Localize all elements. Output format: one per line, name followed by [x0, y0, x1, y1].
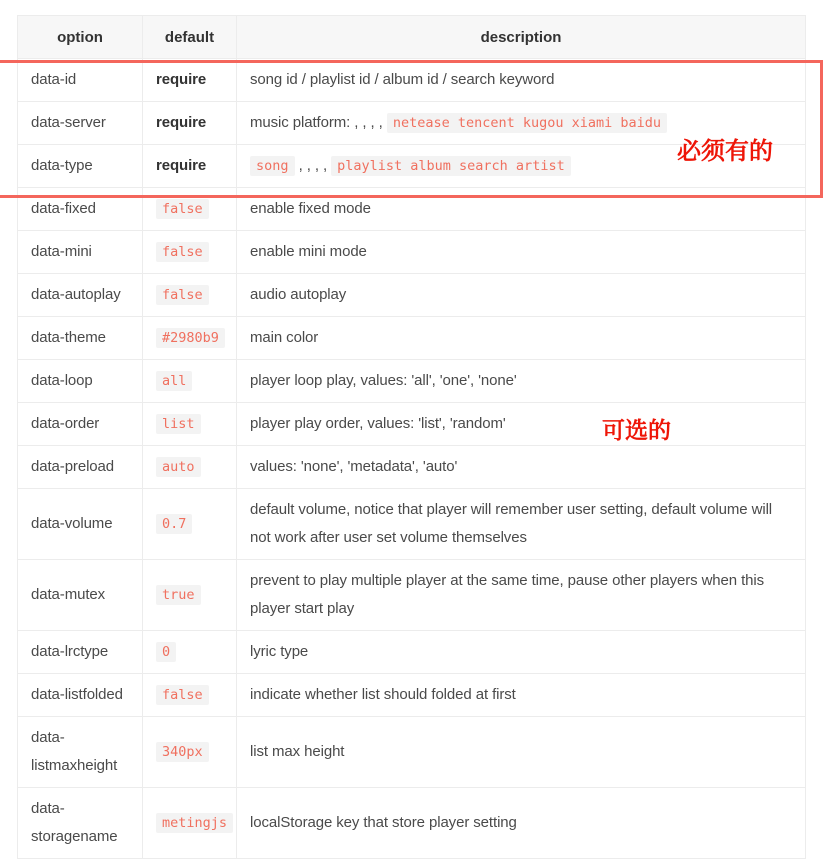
default-cell	[143, 360, 237, 403]
description-cell	[237, 674, 806, 717]
description-cell	[237, 489, 806, 560]
description-code-chip: netease tencent kugou xiami baidu	[387, 113, 667, 133]
table-row	[18, 674, 806, 717]
option-cell: data-order	[18, 403, 143, 446]
default-value-code-chip: false	[156, 242, 209, 262]
description-cell	[237, 59, 806, 102]
description-text: list max height	[250, 743, 345, 760]
table-row	[18, 403, 806, 446]
optional-annotation-label: 可选的	[602, 418, 671, 444]
description-text: lyric type	[250, 643, 309, 660]
description-text: values: 'none', 'metadata', 'auto'	[250, 458, 458, 475]
option-cell: data-type	[18, 145, 143, 188]
default-cell	[143, 231, 237, 274]
default-value-code-chip: auto	[156, 457, 201, 477]
table-row	[18, 446, 806, 489]
option-cell: data-server	[18, 102, 143, 145]
default-cell	[143, 59, 237, 102]
description-cell	[237, 188, 806, 231]
description-text: song id / playlist id / album id / search keyword	[250, 71, 555, 88]
default-cell	[143, 102, 237, 145]
default-cell	[143, 188, 237, 231]
description-text: prevent to play multiple player at the same time, pause other players when this player start play	[250, 572, 765, 617]
default-value-code-chip: false	[156, 685, 209, 705]
table-row	[18, 489, 806, 560]
option-cell: data-fixed	[18, 188, 143, 231]
description-text: enable fixed mode	[250, 200, 371, 217]
table-row	[18, 274, 806, 317]
option-cell: data-id	[18, 59, 143, 102]
option-cell: data-theme	[18, 317, 143, 360]
table-row	[18, 231, 806, 274]
table-header	[18, 16, 806, 59]
option-cell: data-preload	[18, 446, 143, 489]
table-row	[18, 317, 806, 360]
description-text: player play order, values: 'list', 'random'	[250, 415, 506, 432]
default-value-code-chip: false	[156, 285, 209, 305]
description-text: default volume, notice that player will remember user setting, default volume will not work after user set volume themselves	[250, 501, 773, 546]
option-cell: data-storagename	[18, 788, 143, 859]
description-cell	[237, 717, 806, 788]
default-value-code-chip: 0	[156, 642, 176, 662]
description-text: music platform: , , , ,	[250, 114, 387, 131]
required-annotation-label: 必须有的	[677, 137, 773, 165]
description-cell	[237, 317, 806, 360]
default-cell	[143, 489, 237, 560]
description-cell	[237, 631, 806, 674]
option-cell: data-mini	[18, 231, 143, 274]
default-cell	[143, 560, 237, 631]
default-value-code-chip: metingjs	[156, 813, 233, 833]
option-cell: data-listmaxheight	[18, 717, 143, 788]
option-cell: data-volume	[18, 489, 143, 560]
column-header-default: default	[143, 16, 237, 59]
default-value: require	[156, 71, 207, 88]
description-text: localStorage key that store player setting	[250, 814, 517, 831]
table-row	[18, 631, 806, 674]
description-text: audio autoplay	[250, 286, 347, 303]
column-header-description: description	[237, 16, 806, 59]
table-row	[18, 788, 806, 859]
description-cell	[237, 788, 806, 859]
description-text: indicate whether list should folded at first	[250, 686, 516, 703]
description-cell	[237, 446, 806, 489]
description-cell	[237, 360, 806, 403]
default-value: require	[156, 157, 207, 174]
table-row	[18, 188, 806, 231]
table-header-row	[18, 16, 806, 59]
default-cell	[143, 446, 237, 489]
description-text: main color	[250, 329, 319, 346]
column-header-option: option	[18, 16, 143, 59]
default-cell	[143, 145, 237, 188]
default-cell	[143, 788, 237, 859]
default-cell	[143, 317, 237, 360]
description-cell	[237, 231, 806, 274]
default-value-code-chip: list	[156, 414, 201, 434]
default-value-code-chip: #2980b9	[156, 328, 225, 348]
option-cell: data-autoplay	[18, 274, 143, 317]
description-code-chip: song	[250, 156, 295, 176]
description-cell	[237, 274, 806, 317]
default-value-code-chip: 340px	[156, 742, 209, 762]
table-row	[18, 59, 806, 102]
default-cell	[143, 631, 237, 674]
description-code-chip: playlist album search artist	[331, 156, 571, 176]
table-row	[18, 560, 806, 631]
description-text: enable mini mode	[250, 243, 367, 260]
table-row	[18, 717, 806, 788]
description-text: , , , ,	[294, 157, 332, 174]
table-row	[18, 360, 806, 403]
description-cell	[237, 560, 806, 631]
default-value: require	[156, 114, 207, 131]
default-cell	[143, 717, 237, 788]
default-cell	[143, 274, 237, 317]
option-cell: data-mutex	[18, 560, 143, 631]
option-cell: data-listfolded	[18, 674, 143, 717]
option-cell: data-loop	[18, 360, 143, 403]
default-cell	[143, 674, 237, 717]
description-cell	[237, 403, 806, 446]
default-value-code-chip: true	[156, 585, 201, 605]
default-value-code-chip: all	[156, 371, 192, 391]
table-body	[18, 59, 806, 859]
default-value-code-chip: 0.7	[156, 514, 192, 534]
description-text: player loop play, values: 'all', 'one', 'none'	[250, 372, 517, 389]
default-value-code-chip: false	[156, 199, 209, 219]
default-cell	[143, 403, 237, 446]
option-cell: data-lrctype	[18, 631, 143, 674]
